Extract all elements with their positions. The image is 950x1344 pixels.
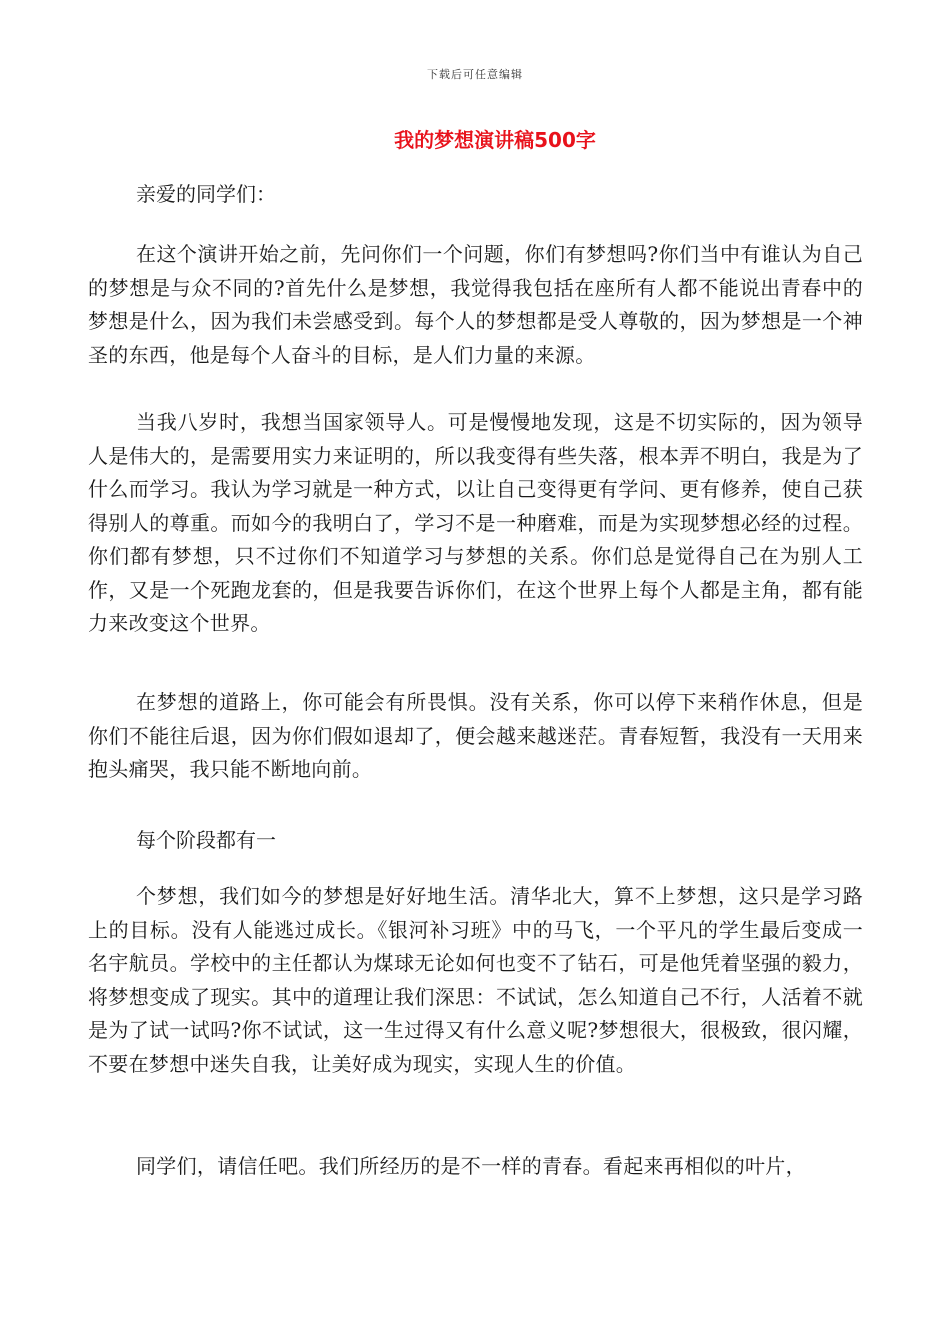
paragraph-7 xyxy=(88,1150,863,1184)
paragraph-text: 个梦想，我们如今的梦想是好好地生活。清华北大，算不上梦想，这只是学习路上的目标。没有人能逃过成长。《银河补习班》中的马飞，一个平凡的学生最后变成一名宇航员。学校中的主任都认为煤球无论如何也变不了钻石，可是他凭着坚强的毅力，将梦想变成了现实。其中的道理让我们深思：不试试，怎么知道自己不行，人活着不就是为了试一试吗?你不试试，这一生过得又有什么意义呢?梦想很大，很极致，很闪耀，不要在梦想中迷失自我，让美好成为现实，实现人生的价值。 xyxy=(88,884,863,1076)
paragraph-text: 当我八岁时，我想当国家领导人。可是慢慢地发现，这是不切实际的，因为领导人是伟大的，是需要用实力来证明的，所以我变得有些失落，根本弄不明白，我是为了什么而学习。我认为学习就是一种方式，以让自己变得更有学问、更有修养，使自己获得别人的尊重。而如今的我明白了，学习不是一种磨难，而是为实现梦想必经的过程。你们都有梦想，只不过你们不知道学习与梦想的关系。你们总是觉得自己在为别人工作，又是一个死跑龙套的，但是我要告诉你们，在这个世界上每个人都是主角，都有能力来改变这个世界。 xyxy=(88,410,863,635)
paragraph-text: 在梦想的道路上，你可能会有所畏惧。没有关系，你可以停下来稍作休息，但是你们不能往后退，因为你们假如退却了，便会越来越迷茫。青春短暂，我没有一天用来抱头痛哭，我只能不断地向前。 xyxy=(88,690,863,781)
paragraph-6 xyxy=(88,880,863,1081)
paragraph-2 xyxy=(88,238,863,372)
document-title: 我的梦想演讲稿500字 xyxy=(394,128,596,152)
paragraph-text: 在这个演讲开始之前，先问你们一个问题，你们有梦想吗?你们当中有谁认为自己的梦想是与众不同的?首先什么是梦想，我觉得我包括在座所有人都不能说出青春中的梦想是什么，因为我们未尝感受到。每个人的梦想都是受人尊敬的，因为梦想是一个神圣的东西，他是每个人奋斗的目标，是人们力量的来源。 xyxy=(88,242,863,367)
paragraph-text: 同学们，请信任吧。我们所经历的是不一样的青春。看起来再相似的叶片， xyxy=(136,1154,806,1178)
paragraph-4 xyxy=(88,686,863,787)
paragraph-3 xyxy=(88,406,863,641)
paragraph-5: 每个阶段都有一 xyxy=(136,828,276,852)
paragraph-greeting: 亲爱的同学们： xyxy=(136,182,276,206)
header-note: 下载后可任意编辑 xyxy=(427,68,523,81)
